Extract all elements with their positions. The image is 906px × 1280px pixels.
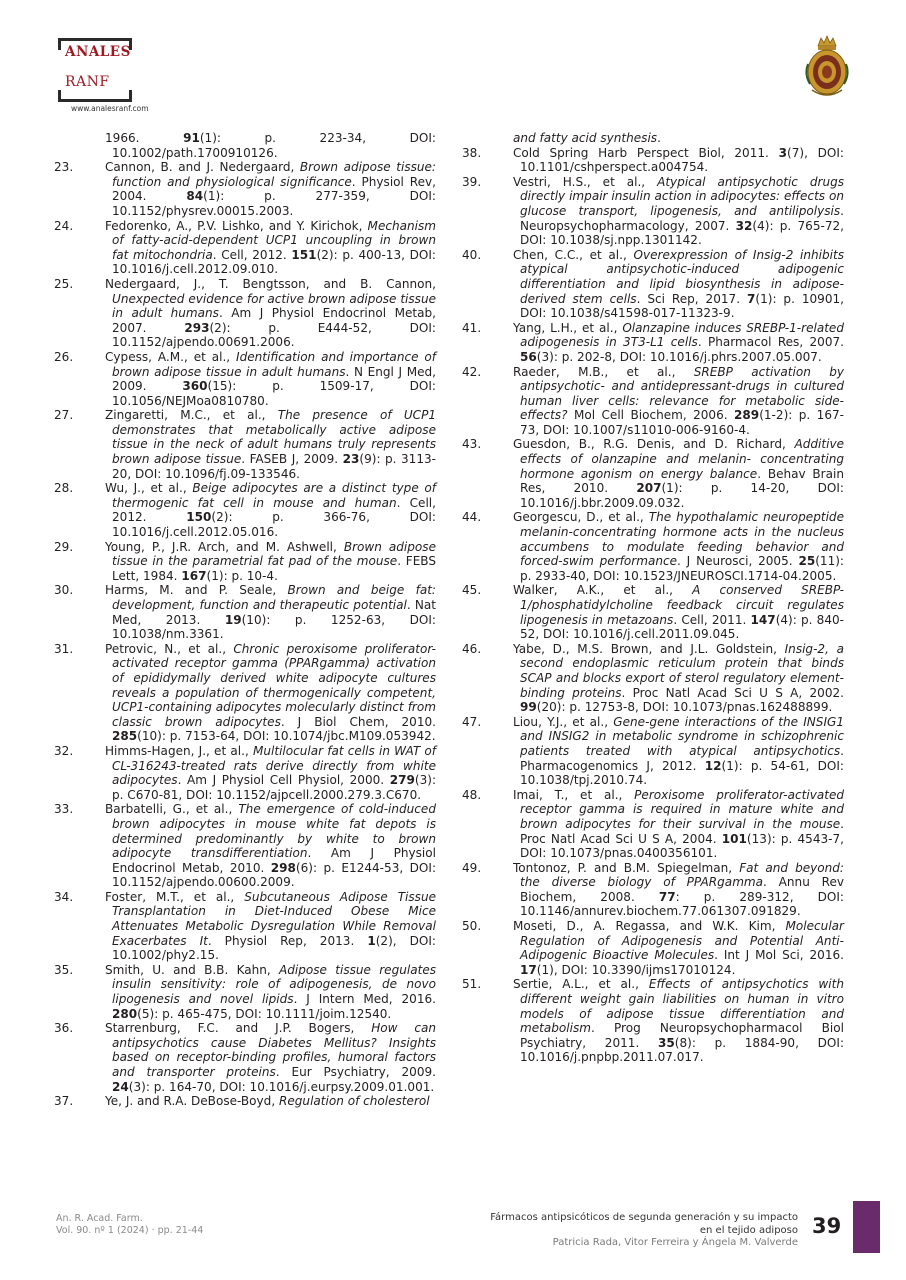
reference-segment: Wu, J., et al., (105, 481, 193, 496)
reference-item (462, 321, 844, 365)
reference-volume: 24 (112, 1079, 129, 1094)
logo-frame-tick (58, 38, 61, 50)
reference-segment: . Neuropsychopharmacology, 2007. (520, 203, 844, 233)
reference-segment: Nedergaard, J., T. Bengtsson, and B. Cannon, (105, 276, 436, 291)
reference-segment: (10): p. 1252-63, DOI: 10.1038/nm.3361. (112, 612, 436, 642)
reference-item (462, 715, 844, 788)
reference-segment: (13): p. 4543-7, DOI: 10.1073/pnas.0400356101. (520, 831, 844, 861)
reference-segment: Chen, C.C., et al., (513, 247, 634, 262)
reference-item (462, 175, 844, 248)
reference-number: 51. (462, 977, 482, 992)
reference-segment: (3): p. C670-81, DOI: 10.1152/ajpcell.2000.279.3.C670. (112, 773, 436, 802)
reference-title: How can antipsychotics cause Diabetes Mellitus? Insights based on receptor-binding profiles, humoral factors and transporter proteins (112, 1021, 436, 1079)
reference-segment: . Am J Physiol Cell Physiol, 2000. (177, 773, 390, 788)
reference-number: 32. (54, 743, 74, 758)
reference-segment: . Pharmacogenomics J, 2012. (520, 743, 844, 773)
reference-item (462, 365, 844, 438)
reference-number: 28. (54, 481, 74, 496)
reference-number: 40. (462, 247, 482, 262)
reference-title: Brown adipose tissue: function and physiological significance (112, 160, 436, 189)
reference-volume: 84 (186, 189, 204, 204)
reference-number: 34. (54, 889, 74, 904)
reference-segment: . Am J Physiol Endocrinol Metab, 2010. (112, 846, 436, 875)
reference-volume: 298 (270, 860, 296, 875)
reference-number: 46. (462, 641, 482, 656)
reference-volume: 150 (186, 510, 212, 525)
reference-text (513, 146, 844, 175)
analesranf-logo (56, 38, 176, 118)
reference-number: 39. (462, 174, 482, 189)
reference-item (462, 248, 844, 321)
logo-frame-top (58, 38, 132, 41)
reference-volume: 19 (224, 612, 242, 627)
reference-number: 49. (462, 860, 482, 875)
reference-volume: 285 (112, 729, 138, 744)
reference-volume: 7 (746, 291, 756, 306)
reference-item (54, 744, 436, 802)
reference-segment: (1): p. 10-4. (206, 568, 278, 583)
reference-title: Brown and beige fat: development, function and therapeutic potential (112, 583, 436, 612)
reference-number: 26. (54, 349, 74, 364)
reference-segment: (1): p. 223-34, DOI: 10.1002/path.1700910126. (112, 131, 436, 160)
reference-item (54, 1094, 436, 1109)
reference-text (105, 277, 436, 350)
reference-item (54, 583, 436, 641)
reference-segment: 1966. (105, 131, 184, 145)
reference-volume: 17 (520, 962, 537, 977)
reference-number: 42. (462, 364, 482, 379)
reference-item (54, 540, 436, 584)
reference-number: 25. (54, 276, 74, 291)
reference-item (54, 277, 436, 350)
reference-item (54, 802, 436, 890)
reference-volume: 151 (291, 247, 317, 262)
reference-item (462, 131, 844, 146)
reference-title: SREBP activation by antipsychotic- and antidepressant-drugs in cultured human liver cells: relevance for metabolic side-effects? (520, 364, 844, 423)
reference-text (513, 919, 844, 977)
reference-number: 27. (54, 408, 74, 423)
reference-segment: . Sci Rep, 2017. (636, 291, 747, 306)
reference-title: Mechanism of fatty-acid-dependent UCP1 uncoupling in brown fat mitochondria (112, 218, 436, 262)
reference-title: Olanzapine induces SREBP-1-related adipogenesis in 3T3-L1 cells (520, 320, 844, 350)
reference-segment: . N Engl J Med, 2009. (112, 364, 437, 394)
reference-title: Molecular Regulation of Adipogenesis and Potential Anti-Adipogenic Bioactive Molecules (520, 919, 844, 963)
reference-volume: 91 (183, 131, 200, 145)
reference-item (54, 642, 436, 744)
reference-title: Atypical antipsychotic drugs directly impair insulin action in adipocytes: effects on glucose transport, lipogenesis, and antilipolysis (520, 174, 844, 218)
page-number: 39 (812, 1214, 842, 1238)
reference-text (105, 1094, 436, 1109)
reference-text (105, 540, 436, 584)
reference-number: 29. (54, 539, 74, 554)
reference-segment: . J Neurosci, 2005. (677, 554, 799, 569)
reference-segment: . Proc Natl Acad Sci U S A, 2002. (621, 685, 844, 700)
reference-segment: Harms, M. and P. Seale, (105, 583, 288, 598)
reference-number: 47. (462, 714, 482, 729)
reference-item (462, 977, 844, 1065)
reference-text (513, 861, 844, 919)
reference-segment: (8): p. 1884-90, DOI: 10.1016/j.pnpbp.2011.07.017. (520, 1035, 844, 1065)
reference-number: 45. (462, 583, 482, 598)
reference-item (462, 437, 844, 510)
article-authors: Patricia Rada, Vitor Ferreira y Ángela M. Valverde (552, 1237, 798, 1248)
reference-volume: 1 (367, 933, 376, 948)
reference-segment: Cypess, A.M., et al., (105, 349, 237, 364)
reference-item (462, 788, 844, 861)
reference-volume: 293 (184, 320, 210, 335)
accent-bar (853, 1201, 880, 1253)
reference-number: 23. (54, 160, 74, 175)
reference-segment: . Proc Natl Acad Sci U S A, 2004. (520, 816, 844, 846)
reference-volume: 289 (734, 408, 760, 423)
reference-segment: (20): p. 12753-8, DOI: 10.1073/pnas.162488899. (536, 700, 833, 715)
reference-segment: Himms-Hagen, J., et al., (105, 743, 253, 758)
journal-name: An. R. Acad. Farm. (56, 1213, 143, 1224)
reference-segment: . FASEB J, 2009. (241, 452, 343, 467)
reference-segment: Petrovic, N., et al., (105, 641, 234, 656)
reference-segment: Fedorenko, A., P.V. Lishko, and Y. Kirichok, (105, 218, 368, 233)
reference-title: Insig-2, a second endoplasmic reticulum protein that binds SCAP and blocks export of sterol regulatory element-binding proteins (520, 641, 845, 700)
reference-segment: . Cell, 2012. (212, 247, 292, 262)
reference-text (105, 642, 436, 744)
reference-title: Effects of antipsychotics with different weight gain liabilities on human in vitro models of adipose tissue differentiation and metabolism (520, 977, 844, 1036)
reference-segment: Barbatelli, G., et al., (105, 802, 239, 817)
reference-volume: 167 (181, 568, 207, 583)
reference-segment: . Pharmacol Res, 2007. (697, 335, 844, 350)
reference-volume: 77 (658, 889, 676, 904)
reference-volume: 279 (389, 773, 415, 788)
reference-text (513, 175, 844, 248)
reference-segment: Raeder, M.B., et al., (513, 364, 694, 379)
reference-segment: Starrenburg, F.C. and J.P. Bogers, (105, 1021, 372, 1036)
reference-text (105, 744, 436, 802)
reference-text (105, 131, 436, 160)
logo-word-anales: ANALES (65, 44, 131, 60)
reference-segment: Ye, J. and R.A. DeBose-Boyd, (105, 1094, 279, 1109)
reference-text (513, 131, 844, 146)
reference-volume: 147 (750, 612, 776, 627)
reference-segment: (1): p. 54-61, DOI: 10.1038/tpj.2010.74. (520, 758, 844, 788)
reference-title: Identification and importance of brown adipose tissue in adult humans (112, 349, 436, 379)
academy-crest-icon (804, 34, 850, 104)
reference-number: 41. (462, 320, 482, 335)
reference-segment: Liou, Y.J., et al., (513, 714, 614, 729)
reference-text (513, 583, 844, 641)
reference-segment: (10): p. 7153-64, DOI: 10.1074/jbc.M109.053942. (137, 729, 436, 744)
reference-segment: (1): p. 10901, DOI: 10.1038/s41598-017-11323-9. (520, 291, 844, 321)
reference-title: Beige adipocytes are a distinct type of thermogenic fat cell in mouse and human (112, 481, 437, 510)
reference-number: 36. (54, 1021, 74, 1036)
reference-segment: : p. 289-312, DOI: 10.1146/annurev.biochem.77.061307.091829. (520, 889, 844, 919)
reference-segment: Georgescu, D., et al., (513, 510, 649, 525)
reference-text (513, 248, 844, 321)
reference-volume: 101 (721, 831, 747, 846)
reference-segment: (2): p. 400-13, DOI: 10.1016/j.cell.2012.09.010. (112, 247, 436, 277)
reference-segment: (1), DOI: 10.3390/ijms17010124. (536, 962, 736, 977)
reference-segment: Mol Cell Biochem, 2006. (567, 408, 735, 423)
logo-url: www.analesranf.com (71, 104, 149, 113)
reference-segment: Cannon, B. and J. Nedergaard, (105, 160, 300, 175)
reference-item (462, 510, 844, 583)
reference-text (105, 408, 436, 481)
reference-title: Gene-gene interactions of the INSIG1 and INSIG2 in metabolic syndrome in schizophrenic patients treated with atypical antipsychotics (520, 714, 844, 758)
reference-number: 31. (54, 641, 74, 656)
reference-title: Chronic peroxisome proliferator-activated receptor gamma (PPARgamma) activation of epididymally derived white adipocyte cultures reveals a population of thermogenically competent, UCP1-containing adipocytes molecularly distinct from classic brown adipocytes (112, 641, 436, 729)
reference-segment: Yang, L.H., et al., (513, 320, 623, 335)
reference-number: 33. (54, 802, 74, 817)
journal-volume: Vol. 90. nº 1 (2024) · pp. 21-44 (56, 1225, 204, 1236)
reference-segment: (1): p. 277-359, DOI: 10.1152/physrev.00015.2003. (112, 189, 436, 218)
reference-segment: Foster, M.T., et al., (105, 889, 245, 904)
reference-title: The hypothalamic neuropeptide melanin-concentrating hormone acts in the nucleus accumbens to modulate feeding behavior and forced-swim performance (520, 510, 844, 569)
reference-text (513, 365, 844, 438)
reference-segment: . J Biol Chem, 2010. (280, 714, 436, 729)
reference-segment: (3): p. 164-70, DOI: 10.1016/j.eurpsy.2009.01.001. (128, 1079, 435, 1094)
reference-volume: 12 (704, 758, 722, 773)
reference-number: 44. (462, 510, 482, 525)
reference-volume: 99 (520, 700, 537, 715)
journal-citation (56, 1213, 203, 1237)
reference-segment: . Physiol Rev, 2004. (112, 174, 436, 204)
reference-item (54, 890, 436, 963)
reference-segment: (1-2): p. 167-73, DOI: 10.1007/s11010-006-9160-4. (520, 408, 844, 437)
reference-item (462, 146, 844, 175)
article-title-line: Fármacos antipsicóticos de segunda generación y su impacto (490, 1212, 798, 1223)
reference-volume: 3 (778, 145, 787, 160)
reference-segment: (4): p. 840-52, DOI: 10.1016/j.cell.2011.09.045. (520, 612, 844, 642)
reference-text (105, 481, 436, 539)
reference-segment: (1): p. 14-20, DOI: 10.1016/j.bbr.2009.09.032. (520, 481, 844, 510)
logo-frame-bottom (58, 99, 132, 102)
reference-segment: (2): p. E444-52, DOI: 10.1152/ajpendo.00691.2006. (112, 320, 436, 350)
reference-segment: Tontonoz, P. and B.M. Spiegelman, (513, 860, 740, 875)
reference-segment: . FEBS Lett, 1984. (112, 554, 437, 583)
reference-segment: . Int J Mol Sci, 2016. (714, 948, 844, 963)
reference-segment: . Physiol Rep, 2013. (207, 933, 368, 948)
reference-text (105, 802, 436, 890)
reference-segment: . Cell, 2012. (112, 495, 436, 525)
reference-segment: . J Intern Med, 2016. (293, 992, 437, 1007)
reference-item (462, 583, 844, 641)
reference-item (462, 919, 844, 977)
reference-volume: 360 (182, 379, 208, 394)
reference-text (105, 1021, 436, 1094)
reference-title: Additive effects of olanzapine and melanin- concentrating hormone agonism on energy balance (520, 437, 844, 481)
reference-number: 30. (54, 583, 74, 598)
reference-segment: (2), DOI: 10.1002/phy2.15. (112, 933, 436, 963)
reference-segment: (4): p. 765-72, DOI: 10.1038/sj.npp.1301142. (520, 218, 844, 248)
reference-segment: (15): p. 1509-17, DOI: 10.1056/NEJMoa0810780. (112, 379, 436, 408)
article-running-title (438, 1212, 798, 1250)
reference-text (105, 583, 436, 641)
reference-title: Subcutaneous Adipose Tissue Transplantation in Diet-Induced Obese Mice Attenuates Metabolic Dysregulation While Removal Exacerbates It (112, 889, 436, 948)
reference-number: 43. (462, 437, 482, 452)
reference-segment: . Annu Rev Biochem, 2008. (520, 875, 844, 904)
reference-title: Overexpression of Insig-2 inhibits atypical antipsychotic-induced adipogenic differentiation and lipid biosynthesis in adipose-derived stem cells (520, 247, 844, 306)
reference-number: 35. (54, 962, 74, 977)
reference-text (513, 977, 844, 1065)
reference-item (54, 219, 436, 277)
reference-title: A conserved SREBP-1/phosphatidylcholine feedback circuit regulates lipogenesis in metazoans (520, 583, 844, 627)
reference-number: 48. (462, 787, 482, 802)
reference-text (513, 510, 844, 583)
reference-title: Multilocular fat cells in WAT of CL-316243-treated rats derive directly from white adipocytes (112, 743, 437, 788)
reference-segment: Young, P., J.R. Arch, and M. Ashwell, (105, 539, 344, 554)
reference-volume: 35 (657, 1035, 675, 1050)
reference-segment: (11): p. 2933-40, DOI: 10.1523/JNEUROSCI.1714-04.2005. (520, 554, 844, 583)
reference-number: 37. (54, 1094, 74, 1109)
reference-text (513, 715, 844, 788)
reference-segment: (9): p. 3113-20, DOI: 10.1096/fj.09-133546. (112, 452, 437, 481)
reference-segment: Imai, T., et al., (513, 787, 635, 802)
reference-segment: . Am J Physiol Endocrinol Metab, 2007. (112, 306, 436, 335)
logo-word-ranf: RANF (65, 74, 110, 90)
reference-segment: Guesdon, B., R.G. Denis, and D. Richard, (513, 437, 795, 452)
reference-segment: . Behav Brain Res, 2010. (520, 466, 844, 496)
reference-text (513, 642, 844, 715)
reference-title: and fatty acid synthesis (513, 131, 658, 145)
reference-volume: 280 (112, 1006, 138, 1021)
references-right-column (462, 131, 844, 1065)
reference-segment: Sertie, A.L., et al., (513, 977, 649, 992)
reference-title: Peroxisome proliferator-activated receptor gamma is required in mature white and brown adipocytes for their survival in the mouse (520, 787, 844, 831)
reference-text (105, 219, 436, 277)
reference-item (54, 408, 436, 481)
reference-number: 38. (462, 145, 482, 160)
article-title-line: en el tejido adiposo (699, 1224, 798, 1236)
reference-title: Fat and beyond: the diverse biology of PPARgamma (520, 860, 844, 890)
reference-text (513, 321, 844, 365)
reference-text (105, 890, 436, 963)
reference-item (54, 350, 436, 408)
reference-segment: . Eur Psychiatry, 2009. (275, 1065, 436, 1079)
reference-segment: . Prog Neuropsychopharmacol Biol Psychiatry, 2011. (520, 1021, 844, 1050)
reference-title: The presence of UCP1 demonstrates that metabolically active adipose tissue in the neck of adult humans truly represents brown adipose tissue (112, 408, 436, 467)
reference-volume: 25 (798, 554, 816, 569)
reference-segment: Yabe, D., M.S. Brown, and J.L. Goldstein, (513, 641, 785, 656)
reference-segment: (6): p. E1244-53, DOI: 10.1152/ajpendo.00600.2009. (112, 860, 437, 890)
reference-volume: 23 (342, 452, 360, 467)
reference-title: Unexpected evidence for active brown adipose tissue in adult humans (112, 291, 436, 321)
reference-title: The emergence of cold-induced brown adipocytes in mouse white fat depots is determined predominantly by white to brown adipocyte transdifferentiation (112, 802, 436, 861)
reference-title: Brown adipose tissue in the parametrial fat pad of the mouse (112, 539, 436, 569)
reference-text (513, 437, 844, 510)
reference-segment: (7), DOI: 10.1101/cshperspect.a004754. (520, 145, 844, 175)
reference-number: 24. (54, 218, 74, 233)
reference-segment: Cold Spring Harb Perspect Biol, 2011. (513, 145, 779, 160)
reference-segment: . (657, 131, 661, 145)
reference-segment: . Nat Med, 2013. (112, 598, 436, 627)
references-left-column (54, 131, 436, 1109)
reference-number: 50. (462, 919, 482, 934)
reference-title: Adipose tissue regulates insulin sensitivity: role of adipogenesis, de novo lipogenesis and novel lipids (112, 962, 437, 1007)
reference-segment: Moseti, D., A. Regassa, and W.K. Kim, (513, 919, 786, 934)
reference-volume: 56 (520, 349, 537, 364)
reference-item (462, 642, 844, 715)
reference-segment: Smith, U. and B.B. Kahn, (105, 962, 280, 977)
reference-title: Regulation of cholesterol (279, 1094, 430, 1109)
reference-segment: Walker, A.K., et al., (513, 583, 693, 598)
reference-volume: 32 (735, 218, 753, 233)
reference-segment: Zingaretti, M.C., et al., (105, 408, 278, 423)
reference-segment: (2): p. 366-76, DOI: 10.1016/j.cell.2012.05.016. (112, 510, 436, 540)
reference-text (513, 788, 844, 861)
reference-item (54, 963, 436, 1021)
reference-volume: 207 (636, 481, 662, 496)
reference-item (462, 861, 844, 919)
reference-text (105, 963, 436, 1021)
reference-segment: (3): p. 202-8, DOI: 10.1016/j.phrs.2007.05.007. (536, 349, 822, 364)
reference-segment: (5): p. 465-475, DOI: 10.1111/joim.12540. (137, 1006, 392, 1021)
reference-item (54, 1021, 436, 1094)
reference-segment: . Cell, 2011. (673, 612, 751, 627)
reference-item (54, 160, 436, 218)
reference-item (54, 131, 436, 160)
reference-text (105, 160, 436, 218)
reference-text (105, 350, 436, 408)
reference-item (54, 481, 436, 539)
reference-segment: Vestri, H.S., et al., (513, 174, 658, 189)
